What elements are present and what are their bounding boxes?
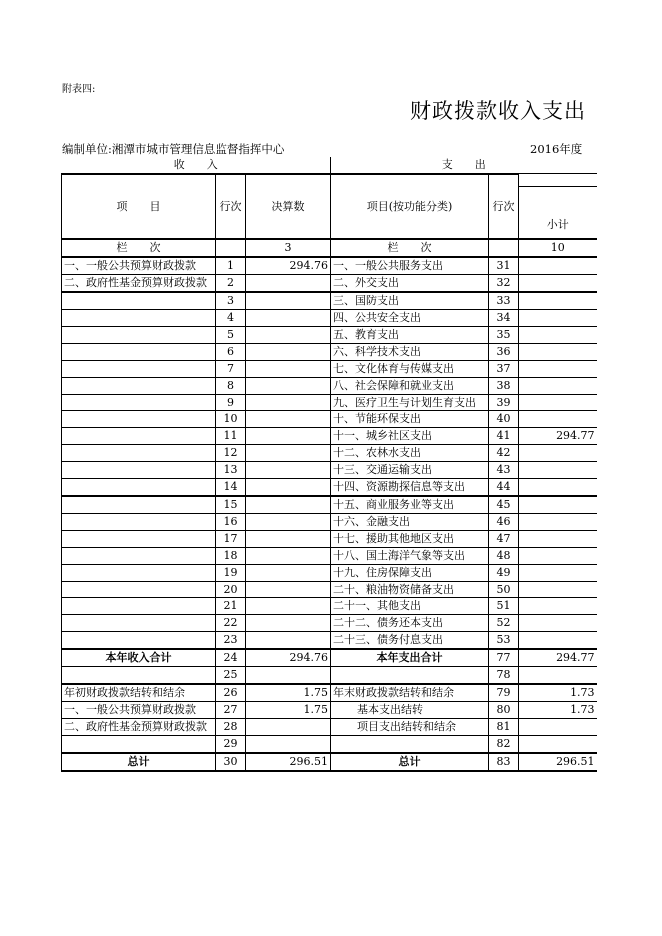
row-amount: 294.76 (246, 257, 331, 274)
gp-carry-label: 一、一般公共预算财政拨款 (62, 701, 216, 718)
row-no: 22 (216, 615, 246, 632)
table-row (62, 428, 597, 445)
row-amount (246, 598, 331, 615)
row-subtotal: 294.77 (519, 428, 597, 445)
row-no: 4 (216, 310, 246, 327)
carry-row (62, 684, 597, 701)
row-no: 20 (216, 581, 246, 598)
table-row (62, 598, 597, 615)
table-row (62, 581, 597, 598)
table-row (62, 530, 597, 547)
gf-carry-no: 28 (216, 718, 246, 735)
table-row (62, 615, 597, 632)
row-no2: 38 (489, 377, 519, 394)
row-item (62, 411, 216, 428)
row-no2: 53 (489, 632, 519, 649)
row-func-item: 十四、资源勘探信息等支出 (331, 479, 489, 496)
row-no: 23 (216, 632, 246, 649)
gp-carry-amount: 1.75 (246, 701, 331, 718)
col-amount-header: 决算数 (246, 174, 331, 240)
table-row (62, 496, 597, 513)
row-amount (246, 496, 331, 513)
gf-proj-row (62, 718, 597, 735)
report-title: 财政拨款收入支出 (410, 99, 586, 123)
row-amount (246, 445, 331, 462)
row-no: 12 (216, 445, 246, 462)
row-no: 5 (216, 326, 246, 343)
row-no: 14 (216, 479, 246, 496)
row-item (62, 377, 216, 394)
carry-in-amount: 1.75 (246, 684, 331, 701)
row-no2: 45 (489, 496, 519, 513)
row-no2: 41 (489, 428, 519, 445)
col-row2-header: 行次 (489, 174, 519, 240)
row-func-item: 二十、粮油物资储备支出 (331, 581, 489, 598)
total-expense-label: 本年支出合计 (331, 649, 489, 666)
row-subtotal (519, 360, 597, 377)
row-subtotal (519, 257, 597, 274)
row-item (62, 598, 216, 615)
row-amount (246, 292, 331, 309)
row-amount (246, 462, 331, 479)
row-func-item: 三、国防支出 (331, 292, 489, 309)
grand-total-label-left: 总计 (62, 753, 216, 771)
row-amount (246, 394, 331, 411)
row-no2: 32 (489, 275, 519, 292)
row-no2: 44 (489, 479, 519, 496)
row-no2: 40 (489, 411, 519, 428)
income-group-header: 收 入 (62, 157, 331, 174)
gp-carry-no: 27 (216, 701, 246, 718)
row-subtotal (519, 615, 597, 632)
table-row (62, 377, 597, 394)
table-row (62, 394, 597, 411)
table-row (62, 445, 597, 462)
row-item (62, 394, 216, 411)
row-no2: 50 (489, 581, 519, 598)
row-func-item: 一、一般公共服务支出 (331, 257, 489, 274)
col-item-header: 项 目 (62, 174, 216, 240)
row-subtotal (519, 377, 597, 394)
row-subtotal (519, 496, 597, 513)
row-amount (246, 275, 331, 292)
row-amount (246, 564, 331, 581)
gp-basic-row (62, 701, 597, 718)
row-no2: 33 (489, 292, 519, 309)
table-row (62, 360, 597, 377)
row-no: 16 (216, 513, 246, 530)
expense-group-header: 支 出 (331, 157, 597, 174)
row-no: 18 (216, 547, 246, 564)
grand-total-row (62, 753, 597, 771)
col-row-header: 行次 (216, 174, 246, 240)
row-amount (246, 479, 331, 496)
total-income-label: 本年收入合计 (62, 649, 216, 666)
carry-in-label: 年初财政拨款结转和结余 (62, 684, 216, 701)
table-row (62, 632, 597, 649)
row-amount (246, 513, 331, 530)
col-func-header: 项目(按功能分类) (331, 174, 489, 240)
row-amount (246, 411, 331, 428)
row-subtotal (519, 462, 597, 479)
row-subtotal (519, 275, 597, 292)
group-header-row (62, 157, 597, 174)
row-no: 17 (216, 530, 246, 547)
row-no: 9 (216, 394, 246, 411)
row-no2: 52 (489, 615, 519, 632)
table-row (62, 547, 597, 564)
row-no2: 42 (489, 445, 519, 462)
report-year: 2016年度 (530, 142, 583, 156)
appropriation-table (61, 157, 597, 772)
row-func-item: 五、教育支出 (331, 326, 489, 343)
table-row (62, 564, 597, 581)
attachment-note: 附表四: (62, 84, 96, 95)
row-amount (246, 530, 331, 547)
grand-total-no-right: 83 (489, 753, 519, 771)
row-amount (246, 343, 331, 360)
row-subtotal (519, 394, 597, 411)
row-no2: 49 (489, 564, 519, 581)
row-amount (246, 615, 331, 632)
carry-out-subtotal: 1.73 (519, 684, 597, 701)
row-no2: 34 (489, 310, 519, 327)
row-subtotal (519, 343, 597, 360)
row-no2: 36 (489, 343, 519, 360)
table-row (62, 513, 597, 530)
row-func-item: 二十二、债务还本支出 (331, 615, 489, 632)
row-no: 6 (216, 343, 246, 360)
row-item (62, 360, 216, 377)
row-no: 1 (216, 257, 246, 274)
total-income-amount: 294.76 (246, 649, 331, 666)
table-row (62, 462, 597, 479)
row-item (62, 445, 216, 462)
basic-carry-label: 基本支出结转 (331, 701, 489, 718)
row-subtotal (519, 513, 597, 530)
row-subtotal (519, 292, 597, 309)
lan-ci-left: 栏 次 (62, 239, 216, 257)
table-row (62, 343, 597, 360)
row-func-item: 二、外交支出 (331, 275, 489, 292)
row-amount (246, 547, 331, 564)
row-no2: 51 (489, 598, 519, 615)
grand-total-label-right: 总计 (331, 753, 489, 771)
row-no2: 35 (489, 326, 519, 343)
row-amount (246, 360, 331, 377)
row-item (62, 343, 216, 360)
row-func-item: 十三、交通运输支出 (331, 462, 489, 479)
row-func-item: 十一、城乡社区支出 (331, 428, 489, 445)
table-row (62, 326, 597, 343)
row-25-no: 25 (216, 667, 246, 684)
row-subtotal (519, 310, 597, 327)
row-subtotal (519, 547, 597, 564)
row-no: 21 (216, 598, 246, 615)
row-subtotal (519, 479, 597, 496)
carry-out-label: 年末财政拨款结转和结余 (331, 684, 489, 701)
column-header-row (62, 174, 597, 240)
row-29-no: 29 (216, 735, 246, 752)
grand-total-no-left: 30 (216, 753, 246, 771)
carry-in-no: 26 (216, 684, 246, 701)
table-row (62, 257, 597, 274)
basic-carry-no: 80 (489, 701, 519, 718)
row-amount (246, 428, 331, 445)
row-no: 10 (216, 411, 246, 428)
row-item (62, 462, 216, 479)
blank-row-29 (62, 735, 597, 752)
row-func-item: 十、节能环保支出 (331, 411, 489, 428)
row-amount (246, 632, 331, 649)
row-subtotal (519, 632, 597, 649)
lan-ci-row (62, 239, 597, 257)
grand-total-amount: 296.51 (246, 753, 331, 771)
row-no2: 39 (489, 394, 519, 411)
row-subtotal (519, 411, 597, 428)
total-expense-no: 77 (489, 649, 519, 666)
row-func-item: 十五、商业服务业等支出 (331, 496, 489, 513)
row-no2: 47 (489, 530, 519, 547)
row-subtotal (519, 445, 597, 462)
row-subtotal (519, 598, 597, 615)
row-func-item: 十七、援助其他地区支出 (331, 530, 489, 547)
row-item (62, 428, 216, 445)
row-func-item: 十八、国土海洋气象等支出 (331, 547, 489, 564)
row-78-no: 78 (489, 667, 519, 684)
annual-total-row (62, 649, 597, 666)
row-amount (246, 310, 331, 327)
row-no2: 43 (489, 462, 519, 479)
col-subtotal-header (519, 174, 597, 240)
row-item (62, 615, 216, 632)
table-row (62, 275, 597, 292)
total-expense-subtotal: 294.77 (519, 649, 597, 666)
row-func-item: 十六、金融支出 (331, 513, 489, 530)
row-no: 2 (216, 275, 246, 292)
row-no: 13 (216, 462, 246, 479)
row-no: 15 (216, 496, 246, 513)
row-no2: 48 (489, 547, 519, 564)
row-no2: 37 (489, 360, 519, 377)
row-func-item: 六、科学技术支出 (331, 343, 489, 360)
gf-carry-label: 二、政府性基金预算财政拨款 (62, 718, 216, 735)
row-item (62, 292, 216, 309)
row-amount (246, 377, 331, 394)
row-subtotal (519, 581, 597, 598)
carry-out-no: 79 (489, 684, 519, 701)
row-func-item: 二十三、债务付息支出 (331, 632, 489, 649)
row-item: 二、政府性基金预算财政拨款 (62, 275, 216, 292)
lan-num-right: 10 (519, 239, 597, 257)
row-item (62, 479, 216, 496)
row-no: 3 (216, 292, 246, 309)
row-func-item: 十九、住房保障支出 (331, 564, 489, 581)
table-row (62, 310, 597, 327)
row-subtotal (519, 530, 597, 547)
row-amount (246, 326, 331, 343)
row-item (62, 632, 216, 649)
row-item (62, 496, 216, 513)
row-subtotal (519, 564, 597, 581)
proj-carry-label: 项目支出结转和结余 (331, 718, 489, 735)
row-no: 19 (216, 564, 246, 581)
row-item (62, 581, 216, 598)
table-row (62, 411, 597, 428)
row-item (62, 326, 216, 343)
row-item (62, 513, 216, 530)
row-no: 7 (216, 360, 246, 377)
row-func-item: 四、公共安全支出 (331, 310, 489, 327)
row-item (62, 547, 216, 564)
row-item (62, 530, 216, 547)
blank-row-25 (62, 667, 597, 684)
row-func-item: 十二、农林水支出 (331, 445, 489, 462)
row-no2: 46 (489, 513, 519, 530)
row-item (62, 310, 216, 327)
table-row (62, 479, 597, 496)
row-subtotal (519, 326, 597, 343)
proj-carry-no: 81 (489, 718, 519, 735)
row-82-no: 82 (489, 735, 519, 752)
row-item (62, 564, 216, 581)
row-item: 一、一般公共预算财政拨款 (62, 257, 216, 274)
lan-ci-right: 栏 次 (331, 239, 489, 257)
grand-total-subtotal: 296.51 (519, 753, 597, 771)
row-func-item: 八、社会保障和就业支出 (331, 377, 489, 394)
total-income-no: 24 (216, 649, 246, 666)
row-no2: 31 (489, 257, 519, 274)
row-amount (246, 581, 331, 598)
lan-num-left: 3 (246, 239, 331, 257)
row-no: 8 (216, 377, 246, 394)
table-row (62, 292, 597, 309)
row-func-item: 七、文化体育与传媒支出 (331, 360, 489, 377)
row-func-item: 二十一、其他支出 (331, 598, 489, 615)
row-func-item: 九、医疗卫生与计划生育支出 (331, 394, 489, 411)
row-no: 11 (216, 428, 246, 445)
col-subtotal-label: 小计 (546, 218, 569, 232)
compiling-unit: 编制单位:湘潭市城市管理信息监督指挥中心 (62, 142, 285, 156)
basic-carry-subtotal: 1.73 (519, 701, 597, 718)
